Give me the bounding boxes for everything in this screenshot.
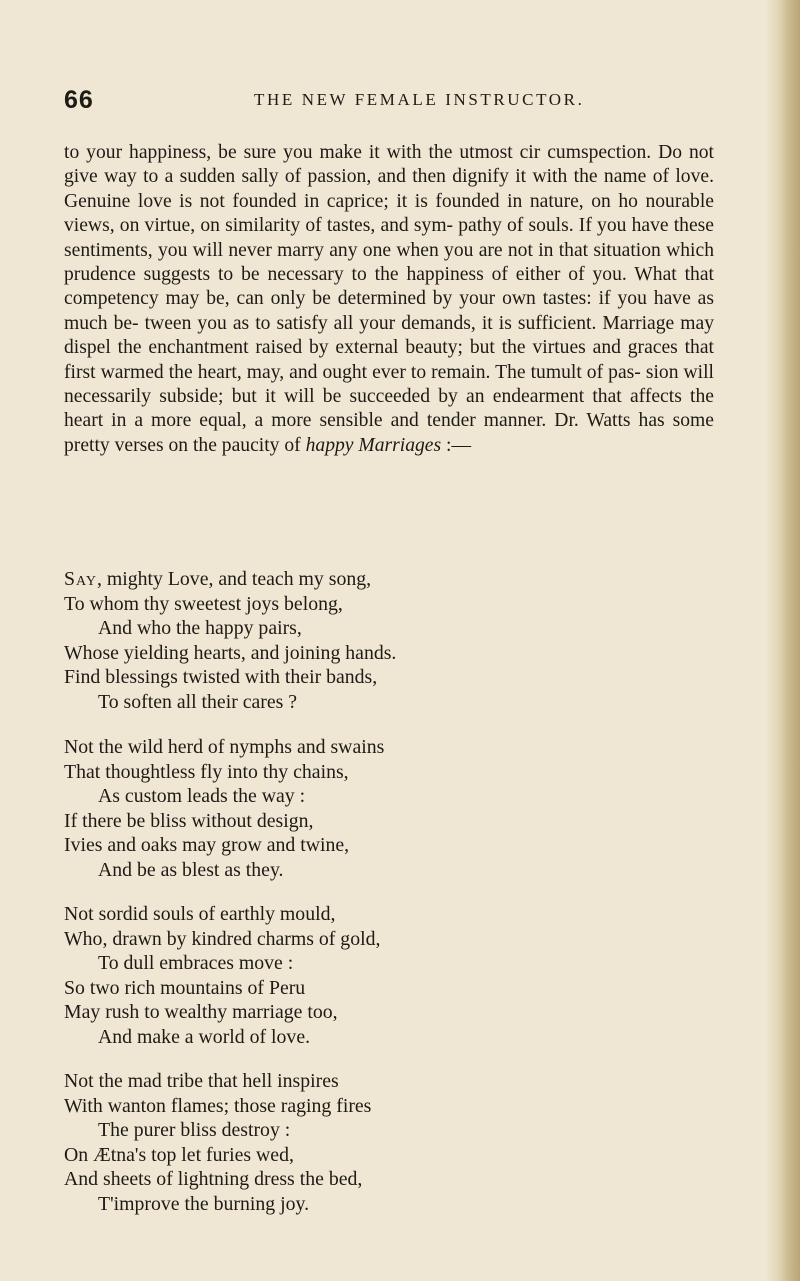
poem-line: As custom leads the way : (98, 785, 306, 807)
poem-line: To whom thy sweetest joys belong, (64, 592, 343, 615)
poem-line: To soften all their cares ? (98, 690, 298, 713)
page-number: 66 (64, 86, 94, 114)
poem-line: And sheets of lightning dress the bed, (64, 1168, 363, 1190)
poem-line: Not sordid souls of earthly mould, (64, 903, 336, 925)
poem-line: And who the happy pairs, (98, 617, 302, 639)
poem-line: With wanton flames; those raging fires (64, 1094, 372, 1117)
poem-line: To dull embraces move : (98, 952, 294, 974)
page-header (64, 86, 704, 116)
paragraph-ending: :— (441, 434, 472, 456)
poem-stanza-2 (64, 735, 704, 882)
poem-line: Who, drawn by kindred charms of gold, (64, 927, 381, 950)
body-paragraph (64, 141, 714, 458)
poem-stanza-4 (64, 1069, 704, 1216)
poem-line: So two rich mountains of Peru (64, 976, 306, 999)
poem-stanza-1 (64, 567, 704, 714)
poem-line: Ivies and oaks may grow and twine, (64, 834, 350, 856)
page-edge-shadow (766, 0, 800, 1281)
poem-stanza-3 (64, 902, 704, 1049)
poem-line: If there be bliss without design, (64, 809, 314, 832)
paragraph-text: to your happiness, be sure you make it with the utmost cir cumspection. Do not give way to a sudden sally of passion, and then dignify it with the name of love. Genuine love is not founded in caprice; it is founded in nature, on ho nourable views, on virtue, on similarity of tastes, and sym- pathy of souls. If you have these sentiments, you will never marry any one when you are not in that situation which prudence suggests to be necessary to the happiness of either of you. What that competency may be, can only be determined by your own tastes: if you have as much be- tween you as to satisfy all your demands, it is sufficient. Marriage may dispel the enchantment raised by external beauty; but the virtues and graces that first warmed the heart, may, and ought ever to remain. The tumult of pas- sion will necessarily subside; but it will be succeeded by an endearment that affects the heart in a more equal, a more sensible and tender manner. Dr. Watts has some pretty verses on the paucity of (64, 142, 714, 456)
poem-line (64, 567, 704, 592)
poem-line: And make a world of love. (98, 1025, 311, 1048)
poem-line: And be as blest as they. (98, 858, 284, 881)
poem-line: May rush to wealthy marriage too, (64, 1001, 338, 1023)
poem-line: That thoughtless fly into thy chains, (64, 760, 349, 783)
poem-line: Whose yielding hearts, and joining hands. (64, 641, 397, 664)
poem-line: The purer bliss destroy : (98, 1119, 291, 1141)
poem-line: On Ætna's top let furies wed, (64, 1143, 294, 1166)
poem-line: Not the wild herd of nymphs and swains (64, 736, 385, 758)
drop-word: Say (64, 568, 97, 590)
poem-line: Not the mad tribe that hell inspires (64, 1070, 339, 1092)
running-head: THE NEW FEMALE INSTRUCTOR. (254, 90, 585, 109)
poem-line-text: , mighty Love, and teach my song, (96, 568, 372, 590)
poem-line: T'improve the burning joy. (98, 1192, 310, 1215)
italic-phrase: happy Marriages (305, 434, 442, 456)
poem-line: Find blessings twisted with their bands, (64, 666, 378, 688)
